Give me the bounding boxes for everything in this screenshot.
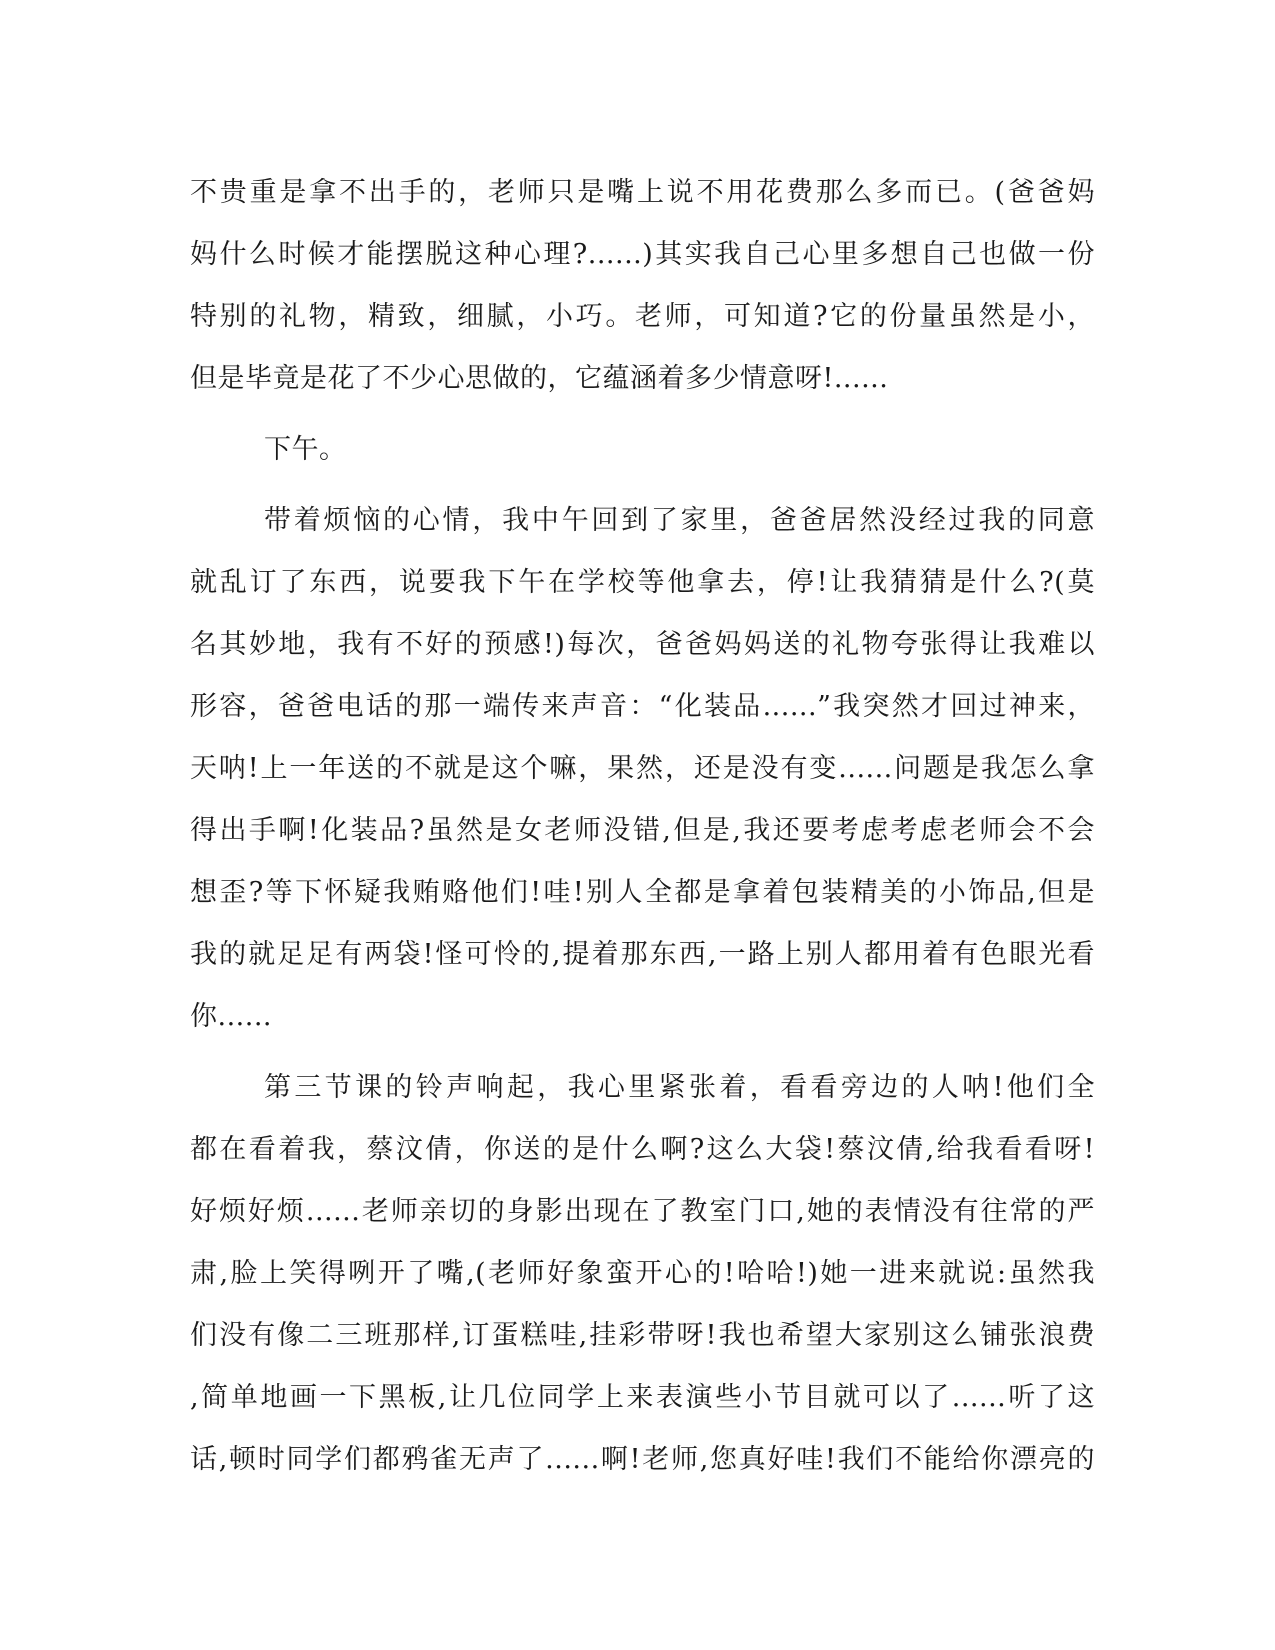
text-line: ,简单地画一下黑板,让几位同学上来表演些小节目就可以了......听了这: [190, 1382, 1095, 1413]
text-line: 但是毕竟是花了不少心思做的，它蕴涵着多少情意呀!......: [190, 363, 889, 394]
text-line: 都在看着我，蔡汶倩，你送的是什么啊?这么大袋!蔡汶倩,给我看看呀!: [190, 1134, 1095, 1165]
document-page: [190, 162, 1095, 1491]
paragraph-2: [190, 419, 1095, 481]
text-line: 形容，爸爸电话的那一端传来声音：“化装品......”我突然才回过神来，: [190, 691, 1095, 722]
text-line: 带着烦恼的心情，我中午回到了家里，爸爸居然没经过我的同意: [264, 505, 1095, 536]
text-line: 天呐!上一年送的不就是这个嘛，果然，还是没有变......问题是我怎么拿: [190, 753, 1095, 784]
text-line: 肃,脸上笑得咧开了嘴,(老师好象蛮开心的!哈哈!)她一进来就说:虽然我: [190, 1258, 1095, 1289]
text-line: 不贵重是拿不出手的，老师只是嘴上说不用花费那么多而已。(爸爸妈: [190, 177, 1095, 208]
text-line: 妈什么时候才能摆脱这种心理?......)其实我自己心里多想自己也做一份: [190, 239, 1095, 270]
text-line: 特别的礼物，精致，细腻，小巧。老师，可知道?它的份量虽然是小，: [190, 301, 1095, 332]
text-line: 我的就足足有两袋!怪可怜的,提着那东西,一路上别人都用着有色眼光看: [190, 939, 1095, 970]
text-line: 得出手啊!化装品?虽然是女老师没错,但是,我还要考虑考虑老师会不会: [190, 815, 1095, 846]
text-line: 话,顿时同学们都鸦雀无声了......啊!老师,您真好哇!我们不能给你漂亮的: [190, 1444, 1095, 1475]
text-line: 就乱订了东西，说要我下午在学校等他拿去，停!让我猜猜是什么?(莫: [190, 567, 1095, 598]
text-line: 好烦好烦......老师亲切的身影出现在了教室门口,她的表情没有往常的严: [190, 1196, 1095, 1227]
paragraph-1: [190, 162, 1095, 410]
text-line: 想歪?等下怀疑我贿赂他们!哇!别人全都是拿着包装精美的小饰品,但是: [190, 877, 1095, 908]
paragraph-3: [190, 490, 1095, 1048]
paragraph-4: [190, 1057, 1095, 1491]
text-line: 下午。: [264, 434, 347, 465]
text-line: 们没有像二三班那样,订蛋糕哇,挂彩带呀!我也希望大家别这么铺张浪费: [190, 1320, 1095, 1351]
text-line: 第三节课的铃声响起，我心里紧张着，看看旁边的人呐!他们全: [264, 1072, 1095, 1103]
text-line: 你......: [190, 1001, 272, 1032]
text-line: 名其妙地，我有不好的预感!)每次，爸爸妈妈送的礼物夸张得让我难以: [190, 629, 1095, 660]
